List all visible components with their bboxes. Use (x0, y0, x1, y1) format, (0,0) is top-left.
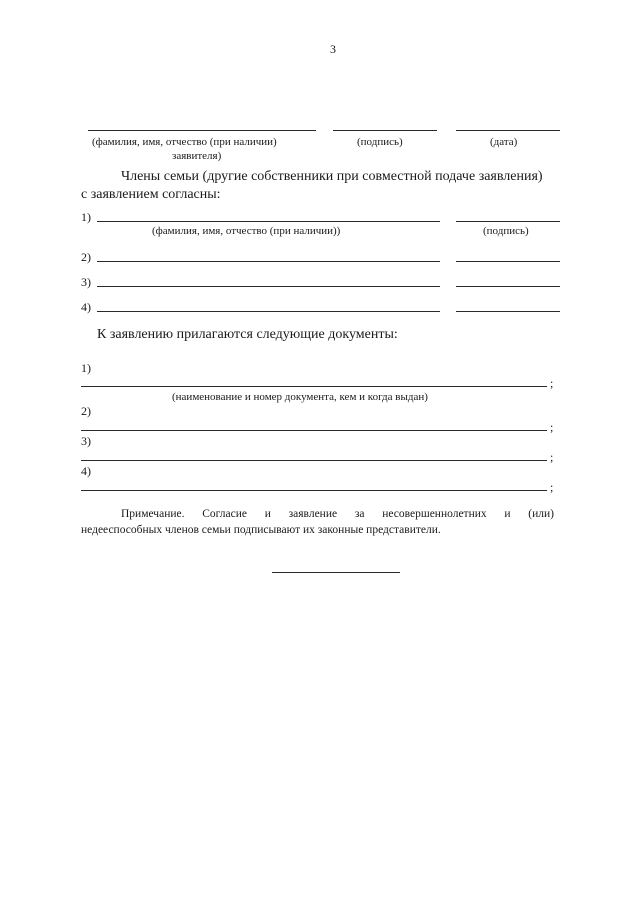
document-number: 1) (81, 361, 91, 375)
applicant-date-caption: (дата) (490, 136, 518, 148)
family-row-number: 2) (81, 250, 91, 264)
document-line-2[interactable] (81, 430, 547, 431)
family-name-line-3[interactable] (97, 286, 440, 287)
document-number: 3) (81, 434, 91, 448)
documents-heading: К заявлению прилагаются следующие документы: (97, 327, 398, 342)
document-line-4[interactable] (81, 490, 547, 491)
family-intro-line2: с заявлением согласны: (81, 187, 221, 202)
note-line1: Примечание. Согласие и заявление за несовершеннолетних и (или) (121, 508, 554, 520)
family-name-line-2[interactable] (97, 261, 440, 262)
family-intro-line1: Члены семьи (другие собственники при совместной подаче заявления) (121, 169, 543, 184)
family-signature-line-4[interactable] (456, 311, 560, 312)
document-semicolon: ; (550, 450, 554, 464)
note-line2: недееспособных членов семьи подписывают их законные представители. (81, 524, 441, 536)
family-signature-line-2[interactable] (456, 261, 560, 262)
family-name-line-1[interactable] (97, 221, 440, 222)
family-signature-caption: (подпись) (483, 225, 529, 237)
applicant-signature-caption: (подпись) (357, 136, 403, 148)
applicant-name-caption-cont: заявителя) (172, 150, 222, 162)
applicant-signature-line[interactable] (333, 130, 437, 131)
page-number: 3 (330, 42, 336, 56)
document-number: 4) (81, 464, 91, 478)
document-line-3[interactable] (81, 460, 547, 461)
family-name-line-4[interactable] (97, 311, 440, 312)
family-row-number: 1) (81, 210, 91, 224)
document-line-1[interactable] (81, 386, 547, 387)
document-number: 2) (81, 404, 91, 418)
family-signature-line-3[interactable] (456, 286, 560, 287)
family-row-number: 4) (81, 300, 91, 314)
family-name-caption: (фамилия, имя, отчество (при наличии)) (152, 225, 341, 237)
document-caption: (наименование и номер документа, кем и когда выдан) (172, 391, 428, 403)
document-semicolon: ; (550, 376, 554, 390)
document-semicolon: ; (550, 480, 554, 494)
applicant-name-line[interactable] (88, 130, 316, 131)
family-signature-line-1[interactable] (456, 221, 560, 222)
closing-separator (272, 572, 400, 573)
applicant-name-caption: (фамилия, имя, отчество (при наличии) (92, 136, 277, 148)
document-semicolon: ; (550, 420, 554, 434)
family-row-number: 3) (81, 275, 91, 289)
applicant-date-line[interactable] (456, 130, 560, 131)
